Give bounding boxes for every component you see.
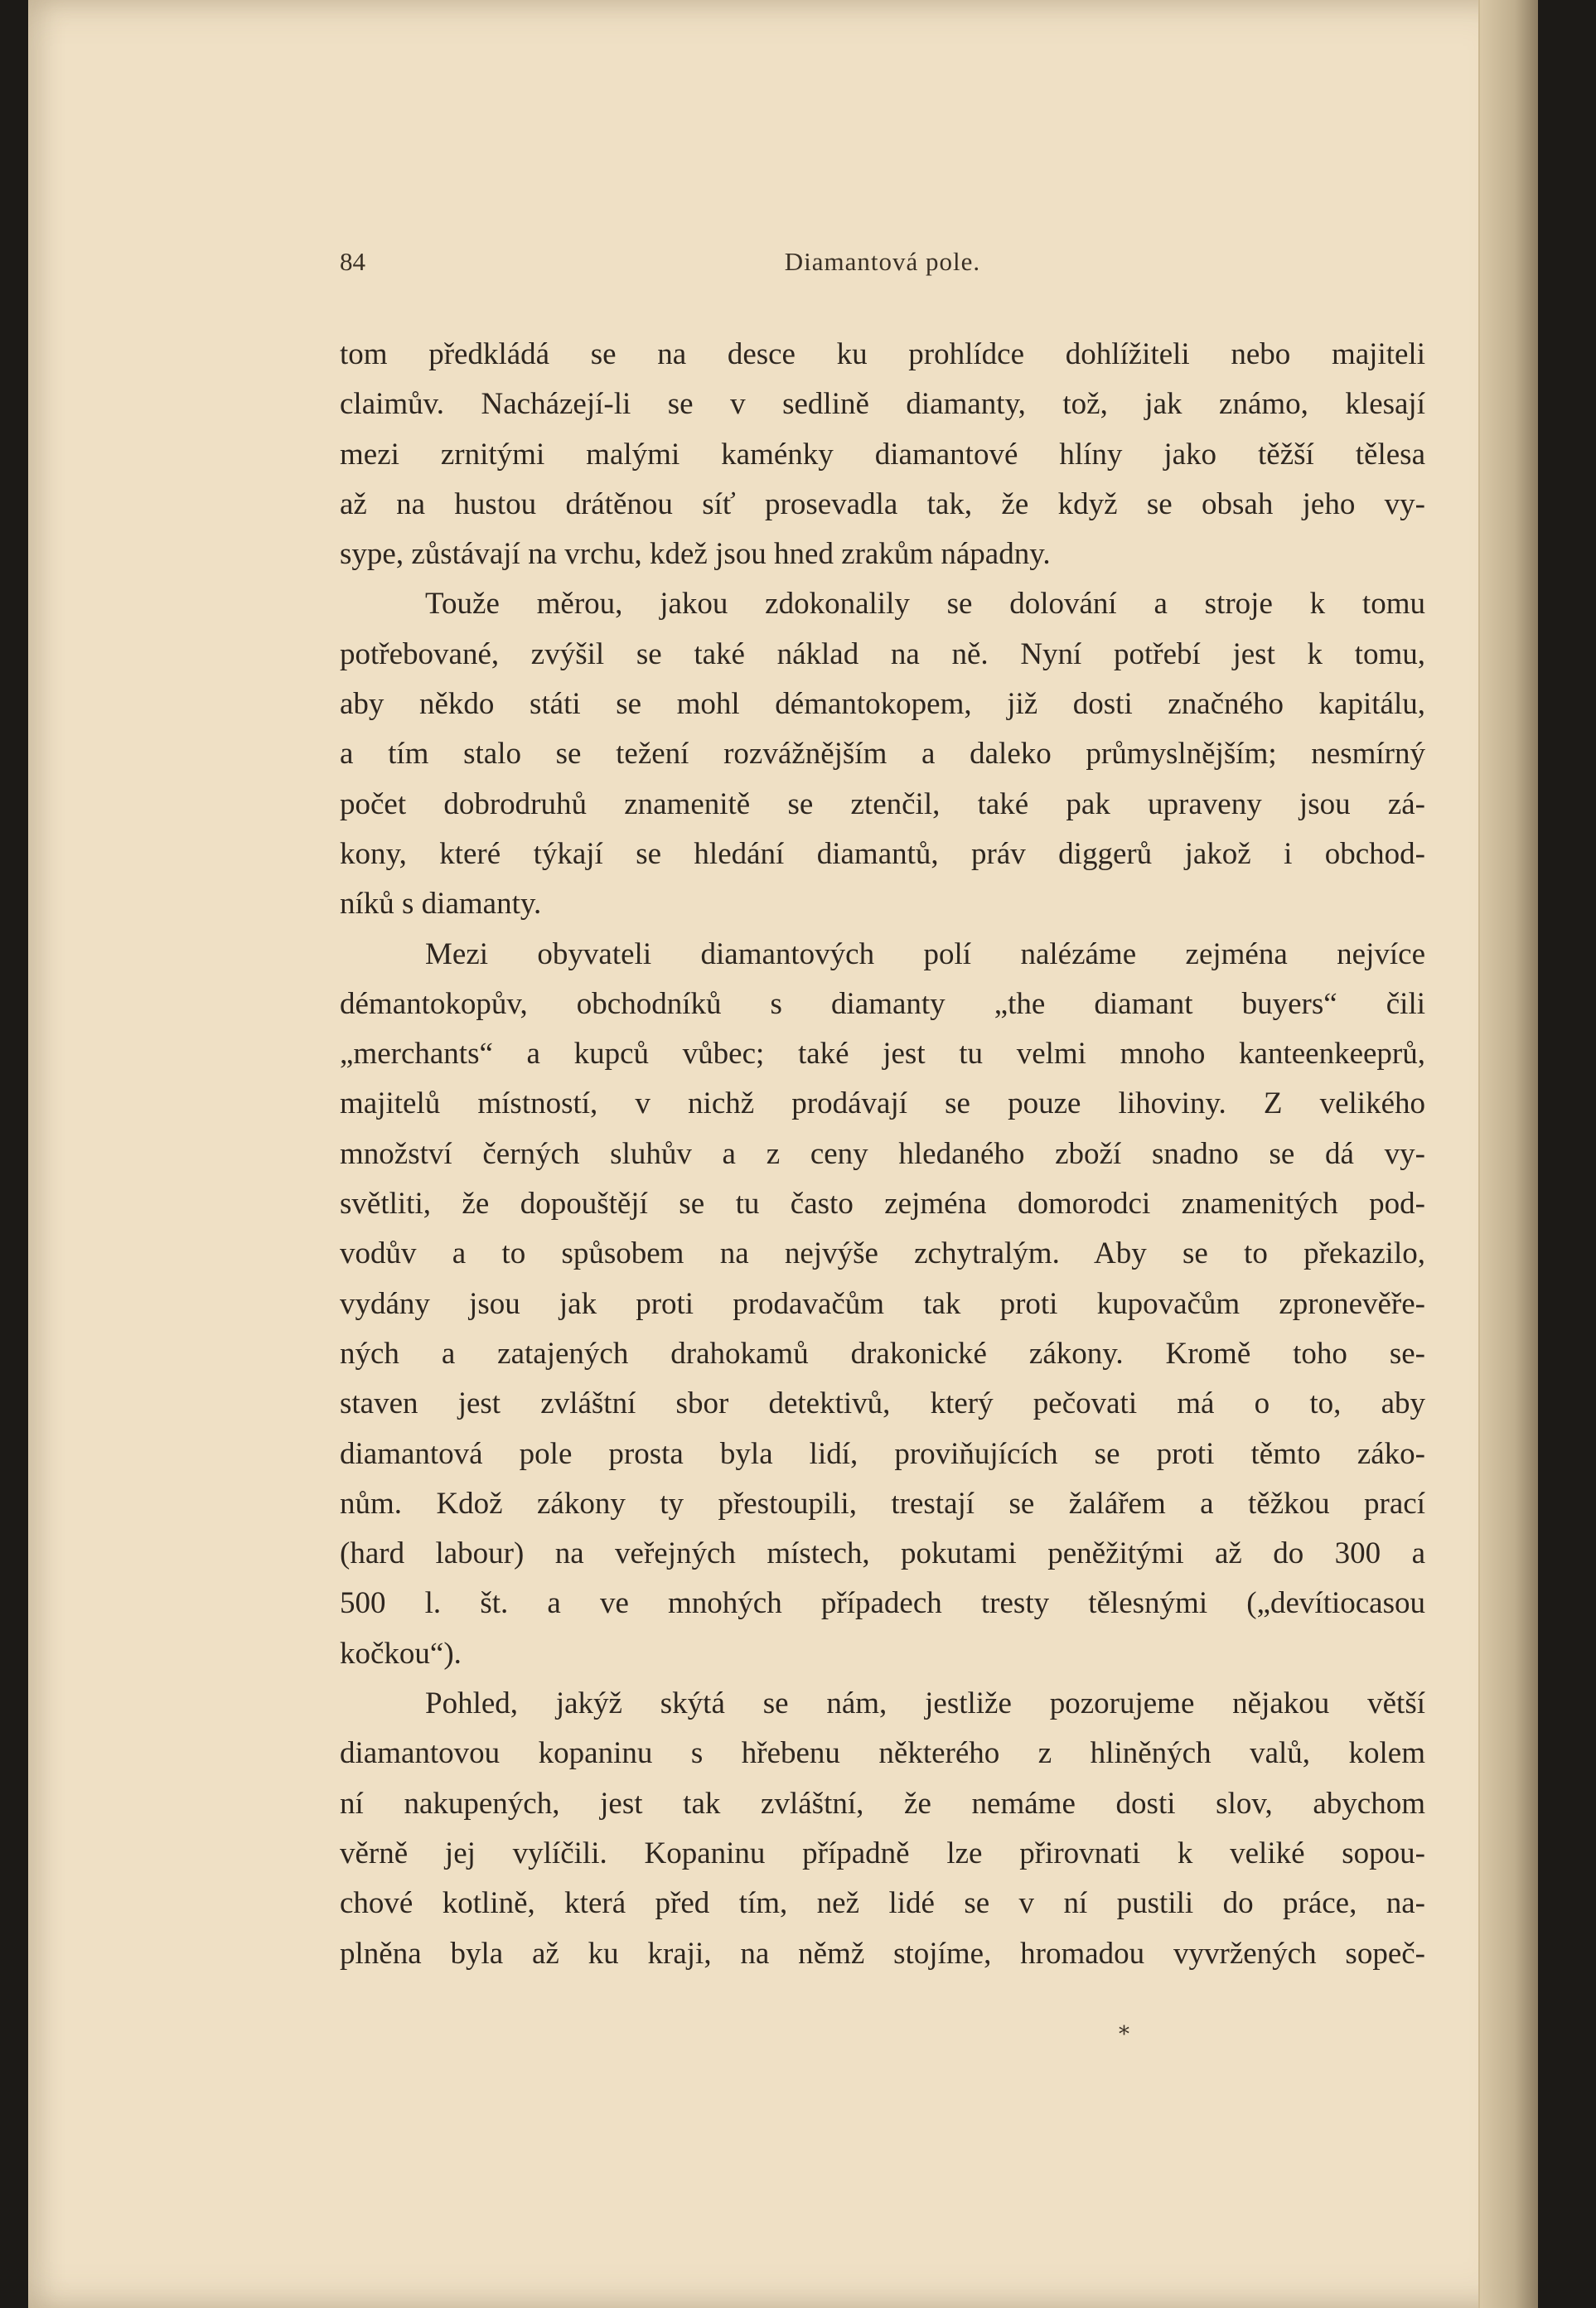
text-line: Touže měrou, jakou zdokonalily se dolování a stroje k tomu (425, 587, 1425, 622)
text-line: níků s diamanty. (340, 887, 542, 922)
book-spine (1478, 0, 1538, 2308)
body-text (340, 330, 1425, 1979)
text-line: ní nakupených, jest tak zvláštní, že nemáme dosti slov, abychom (340, 1786, 1425, 1821)
text-line: kony, které týkají se hledání diamantů, práv diggerů jakož i obchod- (340, 836, 1425, 871)
text-line: až na hustou drátěnou síť prosevadla tak, že když se obsah jeho vy- (340, 486, 1425, 521)
text-line: chové kotlině, která před tím, než lidé se v ní pustili do práce, na- (340, 1886, 1425, 1921)
running-title: Diamantová pole. (784, 247, 981, 276)
text-line: vodův a to spůsobem na nejvýše zchytralým. Aby se to překazilo, (340, 1236, 1425, 1271)
text-line: claimův. Nacházejí-li se v sedlině diamanty, tož, jak známo, klesají (340, 387, 1425, 422)
text-line: kočkou“). (340, 1636, 462, 1671)
page-number: 84 (340, 247, 365, 276)
text-line: démantokopův, obchodníků s diamanty „the diamant buyers“ čili (340, 986, 1425, 1021)
text-line: ných a zatajených drahokamů drakonické zákony. Kromě toho se- (340, 1336, 1425, 1371)
text-line: Mezi obyvateli diamantových polí nalézáme zejména nejvíce (425, 936, 1425, 971)
running-header (340, 247, 1425, 288)
text-line: tom předkládá se na desce ku prohlídce dohlížiteli nebo majiteli (340, 337, 1425, 371)
text-line: majitelů místností, v nichž prodávají se pouze lihoviny. Z velikého (340, 1086, 1425, 1121)
text-line: potřebované, zvýšil se také náklad na ně. Nyní potřebí jest k tomu, (340, 636, 1425, 671)
text-line: sype, zůstávají na vrchu, kdež jsou hned zrakům nápadny. (340, 537, 1051, 572)
text-line: mezi zrnitými malými kaménky diamantové hlíny jako těžší tělesa (340, 437, 1425, 472)
text-line: „merchants“ a kupců vůbec; také jest tu velmi mnoho kanteenkeeprů, (340, 1037, 1425, 1072)
text-line: aby někdo státi se mohl démantokopem, již dosti značného kapitálu, (340, 687, 1425, 722)
text-line: plněna byla až ku kraji, na němž stojíme, hromadou vyvržených sopeč- (340, 1936, 1425, 1971)
text-line: 500 l. št. a ve mnohých případech tresty tělesnými („devítiocasou (340, 1586, 1425, 1621)
text-line: světliti, že dopouštějí se tu často zejména domorodci znamenitých pod- (340, 1187, 1425, 1222)
text-line: Pohled, jakýž skýtá se nám, jestliže pozorujeme nějakou větší (425, 1686, 1425, 1721)
text-line: věrně jej vylíčili. Kopaninu případně lze přirovnati k veliké sopou- (340, 1836, 1425, 1870)
text-line: a tím stalo se težení rozvážnějším a daleko průmyslnějším; nesmírný (340, 737, 1425, 772)
text-line: diamantová pole prosta byla lidí, proviňujících se proti těmto záko- (340, 1436, 1425, 1471)
text-line: množství černých sluhův a z ceny hledaného zboží snadno se dá vy- (340, 1136, 1425, 1171)
text-line: vydány jsou jak proti prodavačům tak proti kupovačům zpronevěře- (340, 1286, 1425, 1321)
signature-mark: ⁎ (1119, 2015, 1129, 2039)
text-line: staven jest zvláštní sbor detektivů, který pečovati má o to, aby (340, 1386, 1425, 1421)
text-line: počet dobrodruhů znamenitě se ztenčil, také pak upraveny jsou zá- (340, 786, 1425, 821)
text-line: diamantovou kopaninu s hřebenu některého z hliněných valů, kolem (340, 1736, 1425, 1771)
text-line: nům. Kdož zákony ty přestoupili, trestají se žalářem a těžkou prací (340, 1486, 1425, 1521)
text-line: (hard labour) na veřejných místech, pokutami peněžitými až do 300 a (340, 1536, 1425, 1571)
